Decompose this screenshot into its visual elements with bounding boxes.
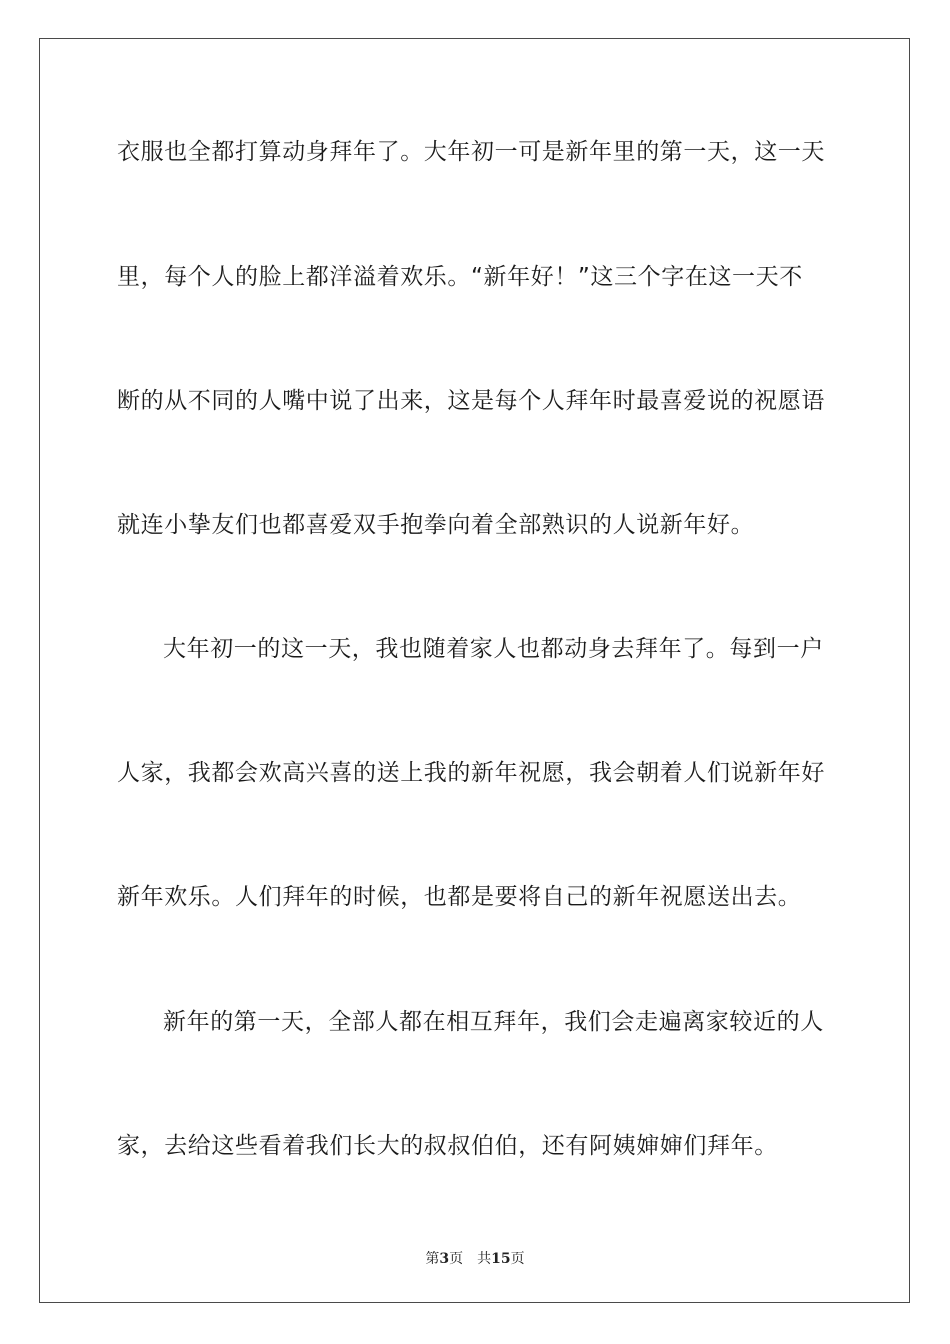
page-footer xyxy=(0,1248,950,1268)
total-suffix: 页 xyxy=(510,1251,525,1267)
total-prefix: 共 xyxy=(477,1251,492,1267)
text-line-5: 大年初一的这一天，我也随着家人也都动身去拜年了。每到一户 xyxy=(163,636,824,662)
text-line-3: 断的从不同的人嘴中说了出来，这是每个人拜年时最喜爱说的祝愿语 xyxy=(117,388,825,414)
text-line-2: 里，每个人的脸上都洋溢着欢乐。“新年好！”这三个字在这一天不 xyxy=(117,264,803,290)
text-line-9: 家，去给这些看着我们长大的叔叔伯伯，还有阿姨婶婶们拜年。 xyxy=(117,1133,778,1159)
text-line-4: 就连小挚友们也都喜爱双手抱拳向着全部熟识的人说新年好。 xyxy=(117,512,755,538)
page-total: 15 xyxy=(491,1251,511,1267)
text-line-6: 人家，我都会欢高兴喜的送上我的新年祝愿，我会朝着人们说新年好 xyxy=(117,760,825,786)
text-line-7: 新年欢乐。人们拜年的时候，也都是要将自己的新年祝愿送出去。 xyxy=(117,884,802,910)
page-border xyxy=(39,38,910,1303)
page-suffix: 页 xyxy=(449,1251,464,1267)
page-current: 3 xyxy=(439,1251,450,1267)
text-line-1: 衣服也全都打算动身拜年了。大年初一可是新年里的第一天，这一天 xyxy=(117,139,825,165)
page-prefix: 第 xyxy=(425,1251,440,1267)
text-line-8: 新年的第一天，全部人都在相互拜年，我们会走遍离家较近的人 xyxy=(163,1009,824,1035)
